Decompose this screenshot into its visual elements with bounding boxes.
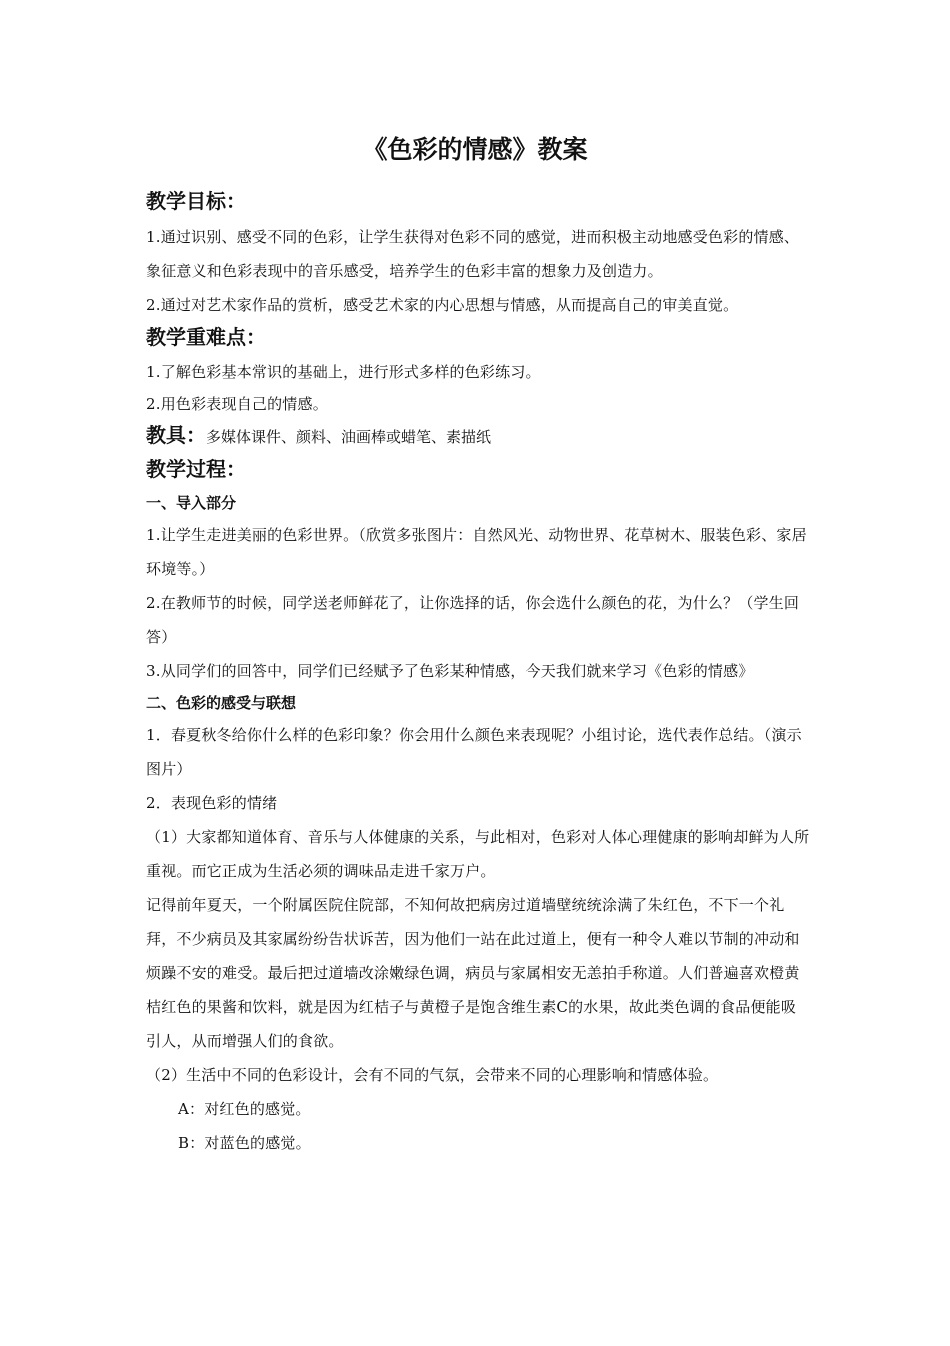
heading-key-points: 教学重难点： [146,325,266,349]
document-title: 《色彩的情感》教案 [362,135,588,164]
paragraph-feeling-1: 1．春夏秋冬给你什么样的色彩印象？你会用什么颜色来表现呢？小组讨论，选代表作总结。（演示图片） [146,726,802,778]
paragraph-feeling-4: 记得前年夏天，一个附属医院住院部，不知何故把病房过道墙壁统统涂满了朱红色，不下一个礼拜，不少病员及其家属纷纷告状诉苦，因为他们一站在此过道上，便有一种令人难以节制的冲动和烦躁不安的难受。最后把过道墙改涂嫩绿色调，病员与家属相安无恙拍手称道。人们普遍喜欢橙黄桔红色的果酱和饮料，就是因为红桔子与黄橙子是饱含维生素C的水果，故此类色调的食品便能吸引人，从而增强人们的食欲。 [146,896,800,1050]
paragraph-intro-3: 3.从同学们的回答中，同学们已经赋予了色彩某种情感，今天我们就来学习《色彩的情感》 [146,662,754,680]
paragraph-key-point-1: 1.了解色彩基本常识的基础上，进行形式多样的色彩练习。 [146,363,541,381]
paragraph-goal-2: 2.通过对艺术家作品的赏析，感受艺术家的内心思想与情感，从而提高自己的审美直觉。 [146,296,739,314]
list-item-blue: B：对蓝色的感觉。 [178,1134,311,1152]
document-body [146,186,810,1160]
paragraph-feeling-2: 2．表现色彩的情绪 [146,794,278,812]
paragraph-intro-2: 2.在教师节的时候，同学送老师鲜花了，让你选择的话，你会选什么颜色的花，为什么？（学生回答） [146,594,800,646]
paragraph-feeling-5: （2）生活中不同的色彩设计，会有不同的气氛，会带来不同的心理影响和情感体验。 [146,1066,719,1084]
heading-teaching-goals: 教学目标： [146,189,246,213]
paragraph-intro-1: 1.让学生走进美丽的色彩世界。（欣赏多张图片：自然风光、动物世界、花草树木、服装色彩、家居环境等。） [146,526,807,578]
paragraph-goal-1: 1.通过识别、感受不同的色彩，让学生获得对色彩不同的感觉，进而积极主动地感受色彩的情感、象征意义和色彩表现中的音乐感受，培养学生的色彩丰富的想象力及创造力。 [146,228,800,280]
tools-text: 多媒体课件、颜料、油画棒或蜡笔、素描纸 [206,428,492,446]
paragraph-feeling-3: （1）大家都知道体育、音乐与人体健康的关系，与此相对，色彩对人体心理健康的影响却鲜为人所重视。而它正成为生活必须的调味品走进千家万户。 [146,828,810,880]
heading-part-intro: 一、导入部分 [146,494,237,512]
list-item-red: A：对红色的感觉。 [178,1100,311,1118]
paragraph-key-point-2: 2.用色彩表现自己的情感。 [146,395,328,413]
heading-tools [146,420,810,454]
heading-part-feeling: 二、色彩的感受与联想 [146,694,297,712]
heading-teaching-process: 教学过程： [146,457,246,481]
tools-label: 教具： [146,423,206,447]
